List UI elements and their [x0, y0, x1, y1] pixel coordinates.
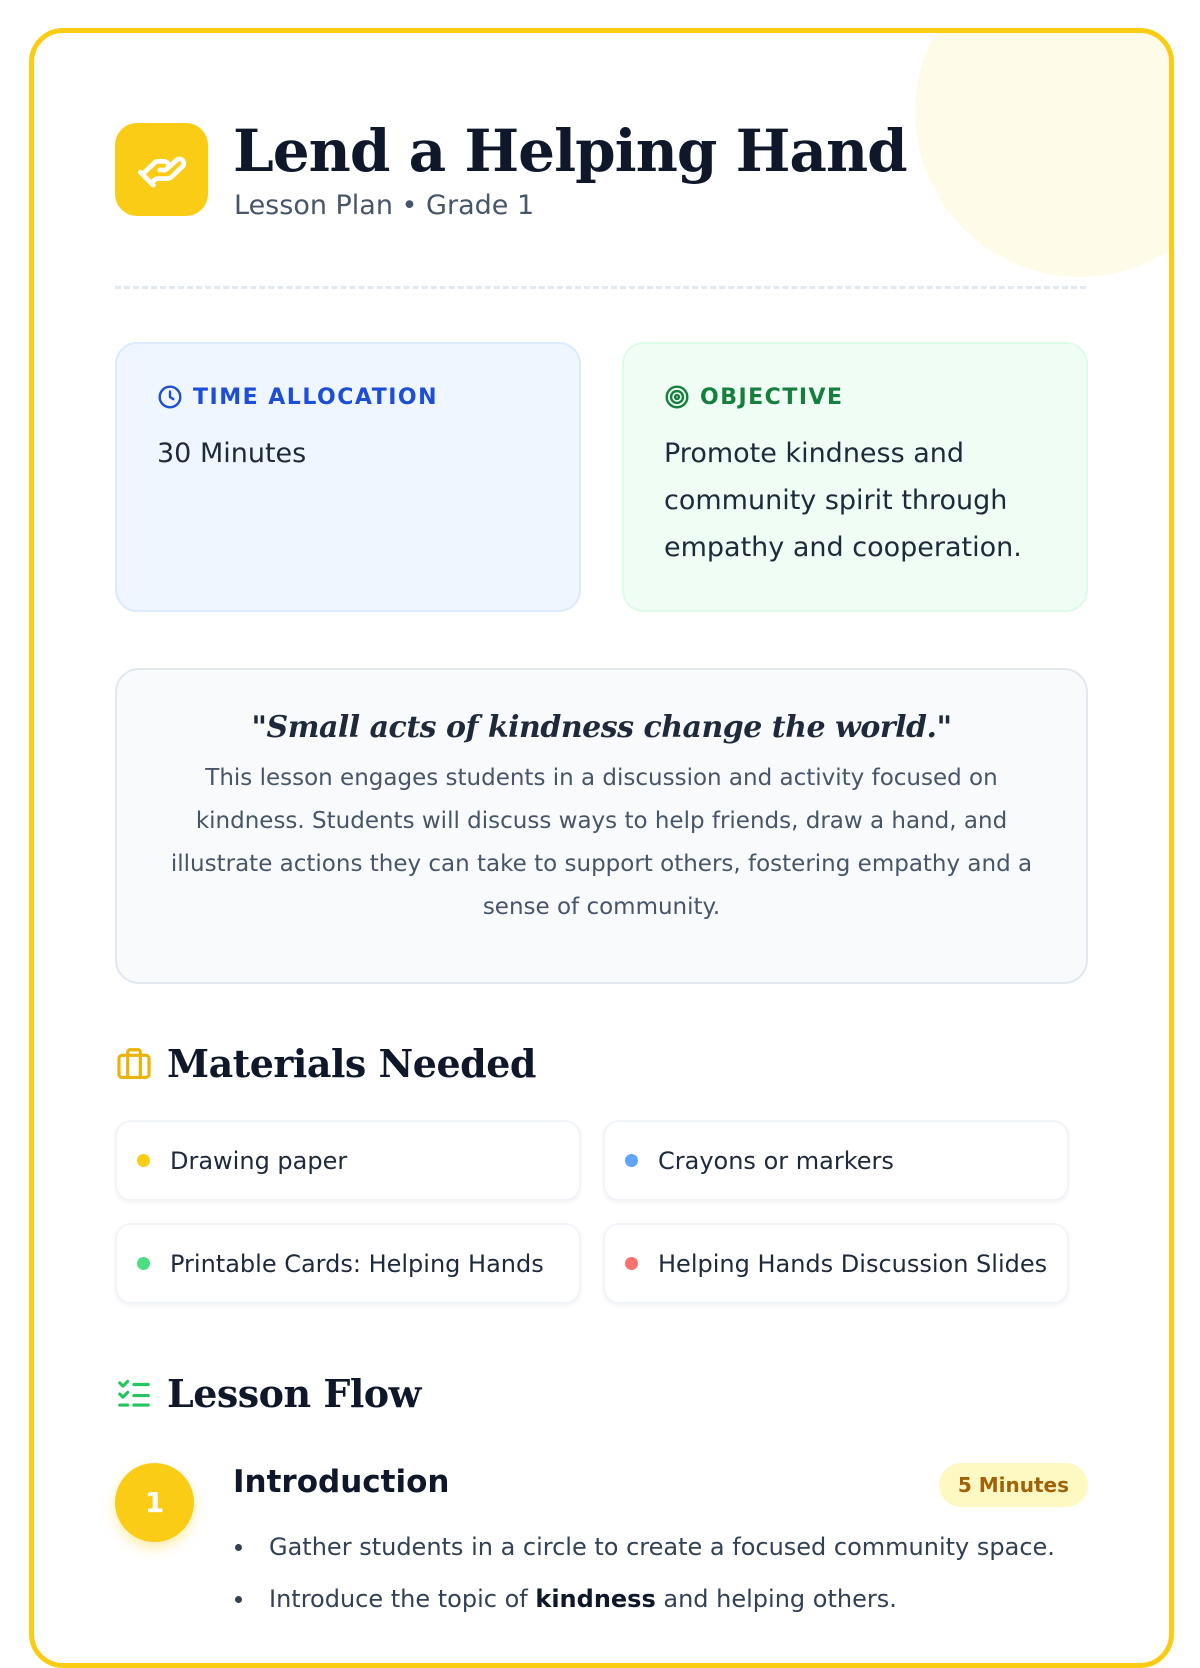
- time-allocation-box: [115, 342, 581, 612]
- material-label: Crayons or markers: [658, 1146, 894, 1175]
- step-bullet-list: [233, 1521, 1083, 1625]
- quote-box: [115, 668, 1088, 984]
- step-bullet-text: and helping others.: [655, 1585, 897, 1613]
- lesson-summary: This lesson engages students in a discussion and activity focused on kindness. Students will discuss ways to help friends, draw a hand, and illustrate actions they can take to support others, fostering empathy and a sense of community.: [170, 765, 1033, 920]
- step-bullet-emphasis: kindness: [535, 1585, 656, 1613]
- lesson-card: [29, 28, 1174, 1668]
- objective-label-text: OBJECTIVE: [700, 384, 844, 410]
- objective-label: [664, 384, 1046, 410]
- clock-icon: [157, 384, 183, 410]
- time-allocation-value: 30 Minutes: [157, 438, 307, 469]
- time-allocation-label-text: TIME ALLOCATION: [193, 384, 439, 410]
- target-icon: [664, 384, 690, 410]
- step-bullet-text: Introduce the topic of: [269, 1585, 536, 1613]
- quote-text: "Small acts of kindness change the world.": [251, 710, 952, 745]
- step-duration-badge: 5 Minutes: [939, 1463, 1088, 1507]
- lesson-step: [115, 1431, 1088, 1668]
- material-item: [115, 1120, 581, 1201]
- step-bullet: Gather students in a circle to create a focused community space.: [233, 1521, 1083, 1573]
- materials-heading-text: Materials Needed: [167, 1041, 536, 1086]
- time-allocation-label: [157, 384, 539, 410]
- lesson-flow-heading: [115, 1371, 421, 1416]
- header: [115, 117, 1086, 221]
- material-label: Helping Hands Discussion Slides: [658, 1249, 1048, 1278]
- page-subtitle: Lesson Plan • Grade 1: [234, 190, 535, 221]
- step-title: Introduction: [233, 1464, 450, 1500]
- material-item: [603, 1120, 1069, 1201]
- material-item: [115, 1223, 581, 1304]
- briefcase-icon: [115, 1045, 153, 1083]
- objective-value: Promote kindness and community spirit through empathy and cooperation.: [664, 438, 1022, 563]
- material-bullet-dot: [625, 1257, 638, 1270]
- materials-heading: [115, 1041, 536, 1086]
- helping-hand-icon: [115, 123, 208, 216]
- checklist-icon: [115, 1375, 153, 1413]
- header-divider: [115, 286, 1086, 289]
- step-bullet: [233, 1573, 1083, 1625]
- material-bullet-dot: [625, 1154, 638, 1167]
- step-number: 1: [115, 1463, 194, 1542]
- lesson-flow-heading-text: Lesson Flow: [167, 1371, 421, 1416]
- material-label: Printable Cards: Helping Hands: [170, 1249, 544, 1278]
- material-bullet-dot: [137, 1154, 150, 1167]
- objective-box: [622, 342, 1088, 612]
- material-bullet-dot: [137, 1257, 150, 1270]
- page-title: Lend a Helping Hand: [233, 117, 907, 185]
- material-label: Drawing paper: [170, 1146, 348, 1175]
- material-item: [603, 1223, 1069, 1304]
